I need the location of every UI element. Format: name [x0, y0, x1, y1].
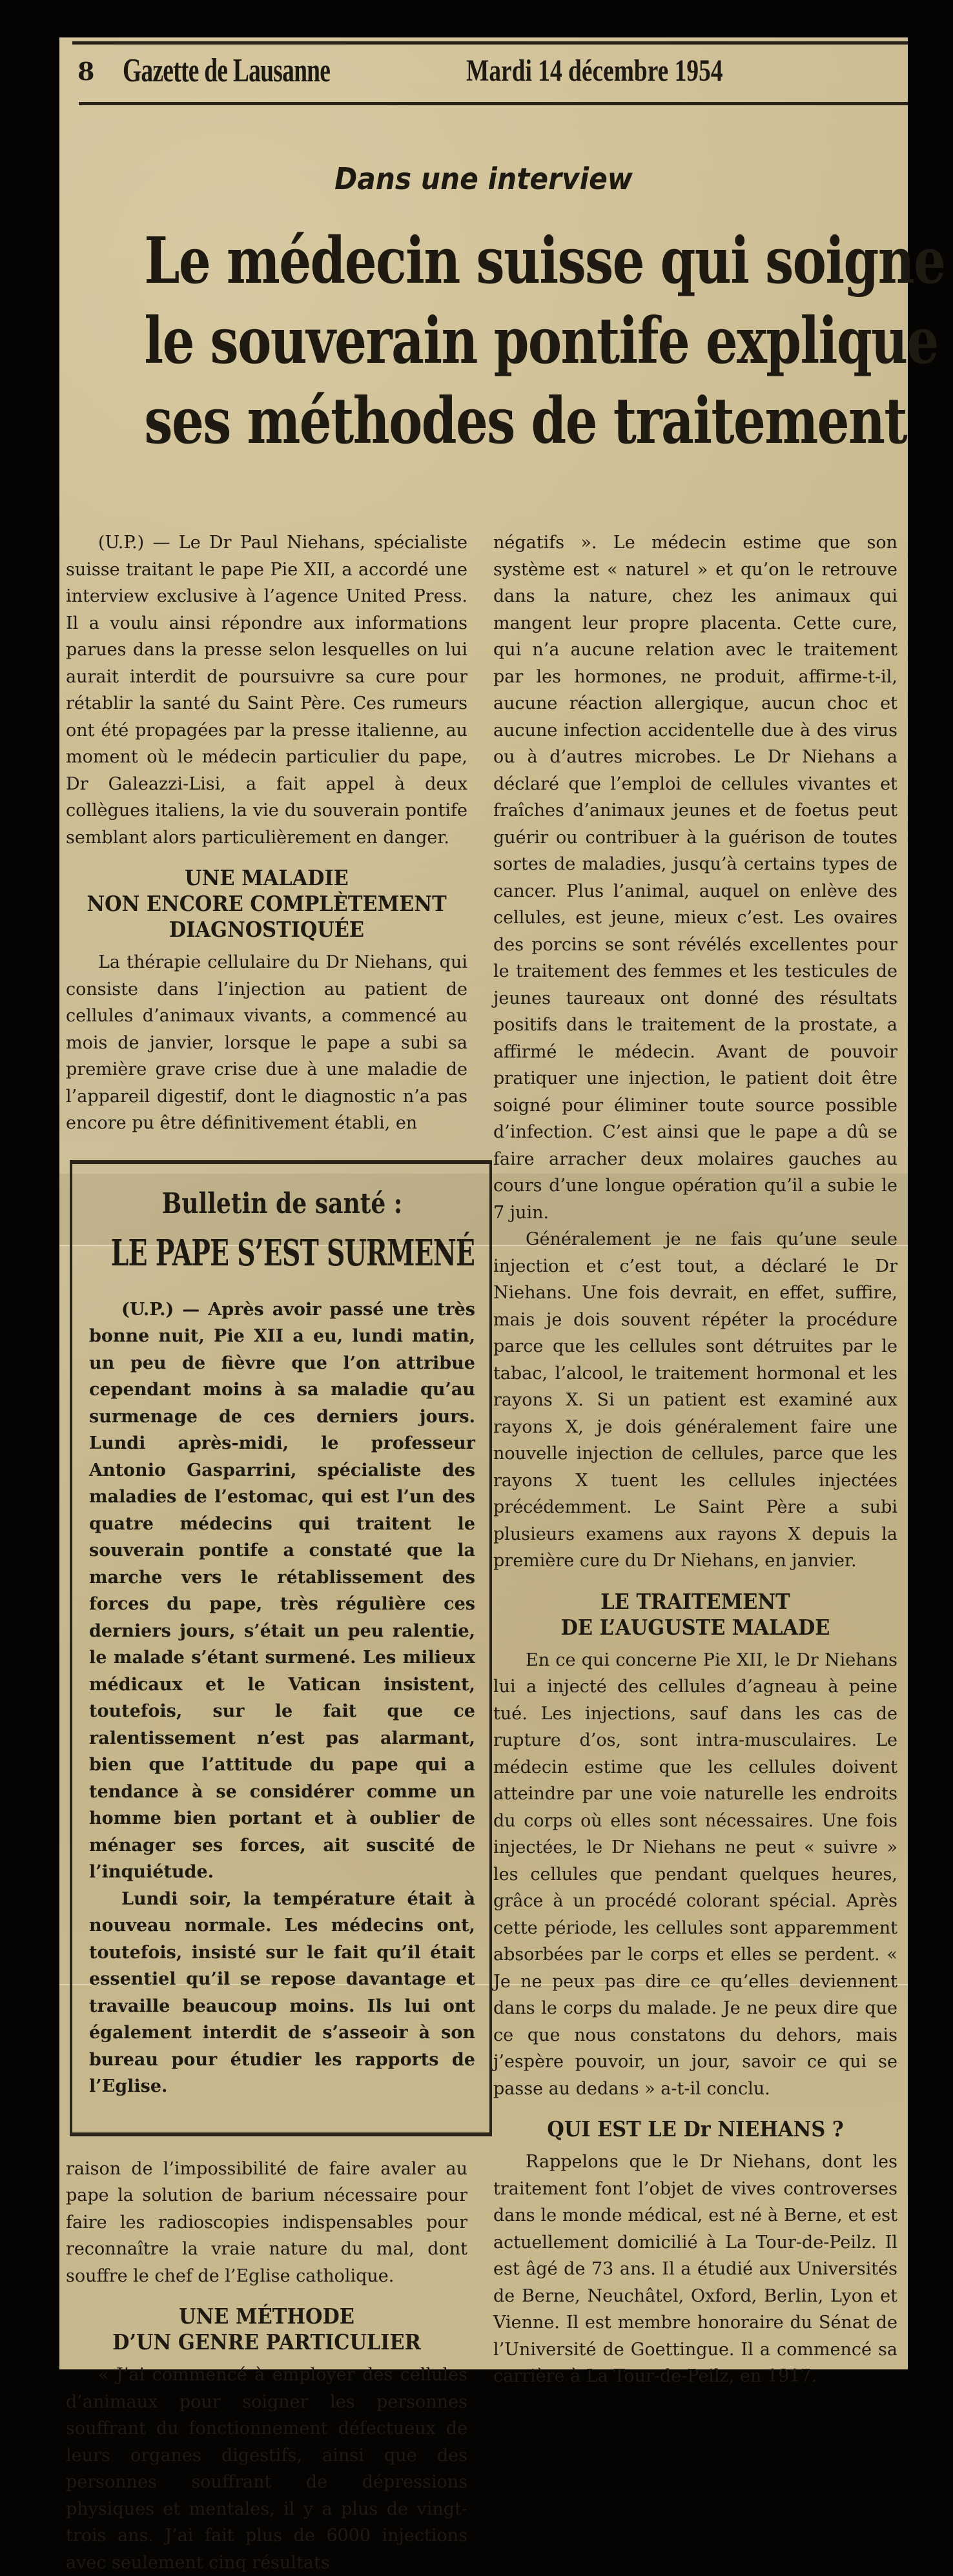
bulletin-box	[70, 1160, 492, 2136]
subheading-maladie	[66, 865, 467, 943]
paragraph: négatifs ». Le médecin estime que son système est « naturel » et qu’on le retrouve dans la nature, chez les animaux qui mangent leur propre placenta. Cette cure, qui n’a aucune relation avec le traitement par les hormones, ne produit, affirme-t-il, aucune réaction allergique, aucun choc et aucune infection accidentelle due à des virus ou à d’autres microbes. Le Dr Niehans a déclaré que l’emploi de cellules vivantes et fraîches d’animaux jeunes et de foetus peut guérir ou contribuer à la guérison de toutes sortes de maladies, jusqu’à certains types de cancer. Plus l’animal, auquel on enlève des cellules, est jeune, mieux c’est. Les ovaires des porcins se sont révélés excellentes pour le traitement des femmes et les testicules de jeunes taureaux ont donné des résultats positifs dans le traitement de la prostate, a affirmé le médecin. Avant de pouvoir pratiquer une injection, le patient doit être soigné pour éliminer toute source possible d’infection. C’est ainsi que le pape a dû se faire arracher deux molaires gauches au cours d’une longue opération qu’il a subie le 7 juin.	[493, 533, 897, 1223]
bulletin-kicker: Bulletin de santé :	[161, 1187, 403, 1220]
masthead-bottom-rule	[79, 102, 908, 105]
subheading-line: UNE MALADIE	[185, 865, 349, 890]
subheading-line: QUI EST LE Dr NIEHANS ?	[547, 2116, 844, 2142]
newspaper-clipping	[59, 37, 945, 2573]
left-column	[66, 529, 475, 2576]
subheading-line: D’UN GENRE PARTICULIER	[112, 2329, 421, 2355]
subheading-methode	[66, 2304, 467, 2355]
subheading-traitement	[493, 1589, 897, 1641]
page-number: 8	[77, 57, 95, 86]
article-kicker: Dans une interview	[334, 161, 633, 196]
paragraph: « J’ai commencé à employer des cellules d’animaux pour soigner les personnes souffrant du fonctionnement défectueux de leurs organes digestifs, ainsi que des personnes souffrant de dépressions physiques et mentales, il y a plus de vingt-trois ans. J’ai fait plus de 6000 injections avec seulement cinq résultats	[66, 2365, 467, 2573]
headline-line: le souverain pontife explique	[144, 304, 938, 378]
paragraph: La thérapie cellulaire du Dr Niehans, qui consiste dans l’injection au patient de cellules d’animaux vivants, a commencé au mois de janvier, lorsque le pape a subi sa première grave crise due à une maladie de l’appareil digestif, dont le diagnostic n’a pas encore pu être définitivement établi, en	[66, 952, 467, 1133]
masthead-top-rule	[72, 41, 908, 45]
newspaper-name: Gazette de Lausanne	[123, 52, 331, 89]
subheading-line: DE L’AUGUSTE MALADE	[560, 1614, 830, 1640]
paragraph: Rappelons que le Dr Niehans, dont les traitement font l’objet de vives controverses dans le monde médical, est né à Berne, et est actuellement domicilié à La Tour-de-Peilz. Il est âgé de 73 ans. Il a étudié aux Universités de Berne, Neuchâtel, Oxford, Berlin, Lyon et Vienne. Il est membre honoraire du Sénat de l’Université de Goettingue. Il a commencé sa carrière à La Tour-de-Peilz, en 1917.	[493, 2152, 897, 2386]
headline-line: ses méthodes de traitement	[144, 384, 907, 458]
subheading-line: LE TRAITEMENT	[600, 1588, 790, 1614]
bulletin-paragraph: Lundi soir, la température était à nouveau normale. Les médecins ont, toutefois, insisté sur le fait qu’il était essentiel qu’il se repose davantage et travaille beaucoup moins. Ils lui ont également interdit de s’asseoir à son bureau pour étudier les rapports de l’Eglise.	[89, 1888, 475, 2096]
subheading-line: UNE MÉTHODE	[179, 2304, 354, 2329]
article-headline	[59, 221, 945, 462]
paragraph-continued: raison de l’impossibilité de faire avaler au pape la solution de barium nécessaire pour faire les radioscopies indispensables pour reconnaître la vraie nature du mal, dont souffre le chef de l’Eglise catholique.	[66, 2158, 467, 2286]
paragraph: En ce qui concerne Pie XII, le Dr Niehans lui a injecté des cellules d’agneau à peine tué. Les injections, sauf dans les cas de rupture d’os, sont intra-musculaires. Le médecin estime que les cellules doivent atteindre par une voie naturelle les endroits du corps où elles sont nécessaires. Une fois injectées, le Dr Niehans ne peut « suivre » les cellules que pendant quelques heures, grâce à un procédé colorant spécial. Après cette période, les cellules sont apparemment absorbées par le corps et elles se perdent. « Je ne peux pas dire ce qu’elles deviennent dans le corps du malade. Je ne peux dire que ce que nous constatons du dehors, mais j’espère pouvoir, un jour, savoir ce qui se passe au dedans » a-t-il conclu.	[493, 1650, 897, 2099]
intro-paragraph: (U.P.) — Le Dr Paul Niehans, spécialiste suisse traitant le pape Pie XII, a accordé une interview exclusive à l’agence United Press. Il a voulu ainsi répondre aux informations parues dans la presse selon lesquelles on lui aurait interdit de poursuivre sa cure pour rétablir la santé du Saint Père. Ces rumeurs ont été propagées par la presse italienne, au moment où le médecin particulier du pape, Dr Galeazzi-Lisi, a fait appel à deux collègues italiens, la vie du souverain pontife semblant alors particulièrement en danger.	[66, 533, 467, 848]
headline-line: Le médecin suisse qui soigne	[144, 224, 945, 298]
right-column	[493, 529, 897, 2390]
subheading-qui-est	[493, 2116, 897, 2142]
bulletin-paragraph: (U.P.) — Après avoir passé une très bonne nuit, Pie XII a eu, lundi matin, un peu de fièvre que l’on attribue cependant moins à sa maladie qu’au surmenage de ces derniers jours. Lundi après-midi, le professeur Antonio Gasparrini, spécialiste des maladies de l’estomac, qui est l’un des quatre médecins qui traitent le souverain pontife a constaté que la marche vers le rétablissement des forces du pape, très régulière ces derniers jours, s’était un peu ralentie, le malade s’étant surmené. Les milieux médicaux et le Vatican insistent, toutefois, sur le fait que ce ralentissement n’est pas alarmant, bien que l’attitude du pape qui a tendance à se considérer comme un homme bien portant et à oublier de ménager ses forces, ait suscité de l’inquiétude.	[89, 1299, 475, 1882]
issue-date: Mardi 14 décembre 1954	[466, 54, 723, 88]
subheading-line: DIAGNOSTIQUÉE	[169, 917, 365, 942]
masthead	[59, 37, 908, 108]
subheading-line: NON ENCORE COMPLÈTEMENT	[87, 891, 447, 916]
paragraph: Généralement je ne fais qu’une seule injection et c’est tout, a déclaré le Dr Niehans. Une fois devrait, en effet, suffire, mais je dois souvent répéter la procédure parce que les cellules sont détruites par le tabac, l’alcool, le traitement hormonal et les rayons X. Si un patient est examiné aux rayons X, je dois généralement faire une nouvelle injection de cellules, parce que les rayons X tuent les cellules injectées précédemment. Le Saint Père a subi plusieurs examens aux rayons X depuis la première cure du Dr Niehans, en janvier.	[493, 1229, 897, 1571]
bulletin-title: LE PAPE S’EST SURMENÉ	[110, 1231, 475, 1274]
